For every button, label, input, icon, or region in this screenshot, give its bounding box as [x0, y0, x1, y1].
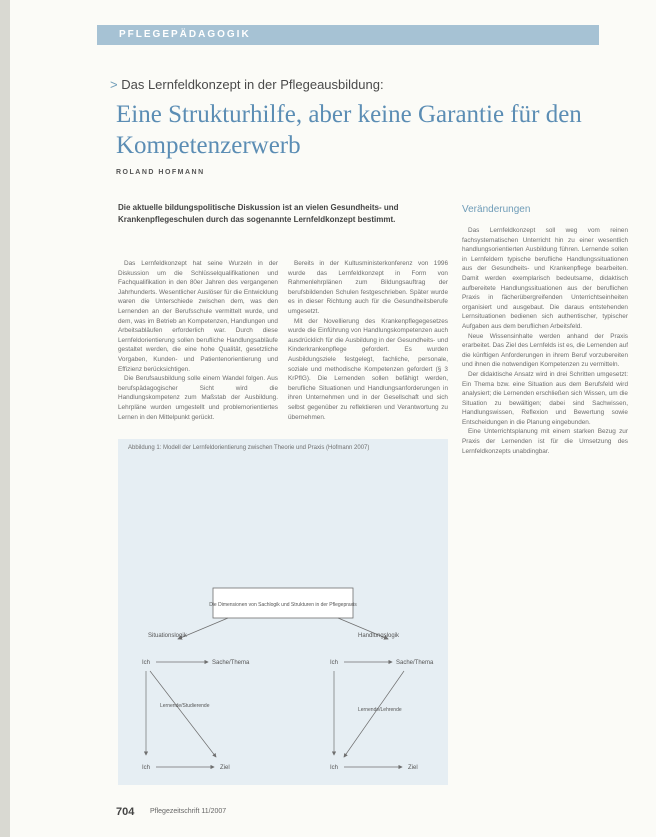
- paragraph: Die Berufsausbildung solle einem Wandel folgen. Aus berufspädagogischer Sicht wird die Handlungskompetenz zum Maßstab der Ausbildung. Lehrpläne wurden umgestellt und problemorientiertes Lernen in den Mittelpunkt gerückt.: [118, 375, 278, 421]
- left-bottom-right: Ziel: [220, 765, 230, 771]
- kicker-text: Das Lernfeldkonzept in der Pflegeausbildung:: [121, 77, 384, 92]
- left-label: Situationslogik: [148, 633, 187, 639]
- paragraph: Eine Unterrichtsplanung mit einem starken Bezug zur Praxis der Lernenden ist für die Umsetzung des Lernfeldkonzepts unabdingbar.: [462, 428, 628, 455]
- paragraph: Neue Wissensinhalte werden anhand der Praxis erarbeitet. Das Ziel des Lernfelds ist es, die Lernenden auf die künftigen Anforderungen in ihrem Beruf vorzubereiten und ihnen die notwendigen Kompetenzen zu vermitteln.: [462, 332, 628, 369]
- paragraph: Das Lernfeldkonzept hat seine Wurzeln in der Diskussion um die Schlüsselqualifikationen und Fachqualifikation in den 80er Jahren des vergangenen Jahrhunderts. Wesentlicher Auslöser für die Entwicklung waren die Unterschiede zwischen dem, was den Lernenden an der Berufsschule vermittelt wurde, und dem, was im Betrieb an Kompetenzen, Handlungen und Arbeitsabläufen erforderlich war. Durch diese Lernfeldorientierung sollen berufliche Handlungsabläufe gestaltet werden, die eine hohe Qualität, gesetzliche Vorgaben, Kunden- und Patientenorientierung und Effizienz berücksichtigen.: [118, 260, 278, 373]
- left-diagonal-arrow: [150, 671, 216, 757]
- figure-diagram: [118, 439, 448, 785]
- paragraph: Das Lernfeldkonzept soll weg vom reinen fachsystematischen Unterricht hin zu einer wesentlich handlungsorientierten Ausbildung führen. Lernende sollen in Lernfeldern typische berufliche Handlungssituationen aus der Gesundheits- und Krankenpflege bearbeiten. Damit werden exemplarisch bedeutsame, didaktisch aufbereitete Handlungssituationen aus der beruflichen Praxis in fächerübergreifenden Unterrichtseinheiten organisiert und ausgebaut. Die daraus entstehenden Lernsituationen bedienen sich authentischer, typischer Aufgaben aus dem beruflichen Arbeitsfeld.: [462, 227, 628, 330]
- article-author: ROLAND HOFMANN: [116, 169, 205, 176]
- body-column-3: [462, 226, 628, 806]
- right-ich: Ich: [330, 660, 339, 666]
- body-column-1: [118, 259, 278, 431]
- right-bottom-right: Ziel: [408, 765, 418, 771]
- left-sache: Sache/Thema: [212, 660, 250, 666]
- right-mid: Lernende/Lehrende: [358, 707, 402, 713]
- kicker-arrow-icon: >: [110, 77, 118, 92]
- paragraph: Mit der Novellierung des Krankenpflegegesetzes wurde die Einführung von Handlungskompetenzen auch ausdrücklich für die Ausbildung in der Gesundheits- und Kinderkrankenpflege gefordert. Es wurden Ausbildungsziele festgelegt, fachliche, personale, soziale und methodische Kompetenzen gefordert (§ 3 KrPflG). Die Lernenden sollen befähigt werden, berufliche Situationen und Handlungsanforderungen in ihren Unternehmen und in der Gesellschaft und sich selbst gegenüber zu reflektieren und Verantwortung zu übernehmen.: [288, 317, 448, 421]
- right-diagonal-arrow: [344, 671, 404, 757]
- side-heading: Veränderungen: [462, 204, 531, 215]
- article-title: Eine Strukturhilfe, aber keine Garantie für den Kompetenzerwerb: [116, 101, 582, 159]
- paragraph: Bereits in der Kultusministerkonferenz von 1996 wurde das Lernfeldkonzept in Form von Rahmenlehrplänen zum Bildungsauftrag der berufsbildenden Schulen festgeschrieben. Später wurde es in dieser Richtung auch für die Gesundheitsberufe umgesetzt.: [288, 260, 448, 315]
- journal-name: Pflegezeitschrift 11/2007: [150, 808, 227, 815]
- figure-box: [118, 439, 448, 785]
- paragraph: Der didaktische Ansatz wird in drei Schritten umgesetzt: Ein Thema bzw. eine Situation aus dem Berufsfeld wird analysiert; die Lernenden erschließen sich Wissen, um die Situation zu bewältigen; dabei sind Sachwissen, Handlungswissen, Reflexion und Bewertung sowie Entscheidungen in die Planung eingebunden.: [462, 370, 628, 426]
- section-label: PFLEGEPÄDAGOGIK: [119, 29, 251, 40]
- article-lead: Die aktuelle bildungspolitische Diskussion ist an vielen Gesundheits- und Krankenpflegeschulen durch das sogenannte Lernfeldkonzept bestimmt.: [118, 203, 399, 224]
- right-sache: Sache/Thema: [396, 660, 434, 666]
- article-kicker: [110, 77, 384, 92]
- left-bottom-left: Ich: [142, 765, 151, 771]
- page-number: 704: [116, 806, 135, 818]
- figure-caption: Abbildung 1: Modell der Lernfeldorientierung zwischen Theorie und Praxis (Hofmann 2007): [128, 445, 370, 451]
- left-ich: Ich: [142, 660, 151, 666]
- body-column-2: [288, 259, 448, 431]
- right-label: Handlungslogik: [358, 633, 400, 639]
- top-box-text: Die Dimensionen von Sachlogik und Strukturen in der Pflegepraxis: [209, 602, 357, 608]
- page-edge: [0, 0, 10, 837]
- section-header-bar: [97, 25, 599, 45]
- left-mid: Lernende/Studierende: [160, 703, 210, 709]
- right-bottom-left: Ich: [330, 765, 339, 771]
